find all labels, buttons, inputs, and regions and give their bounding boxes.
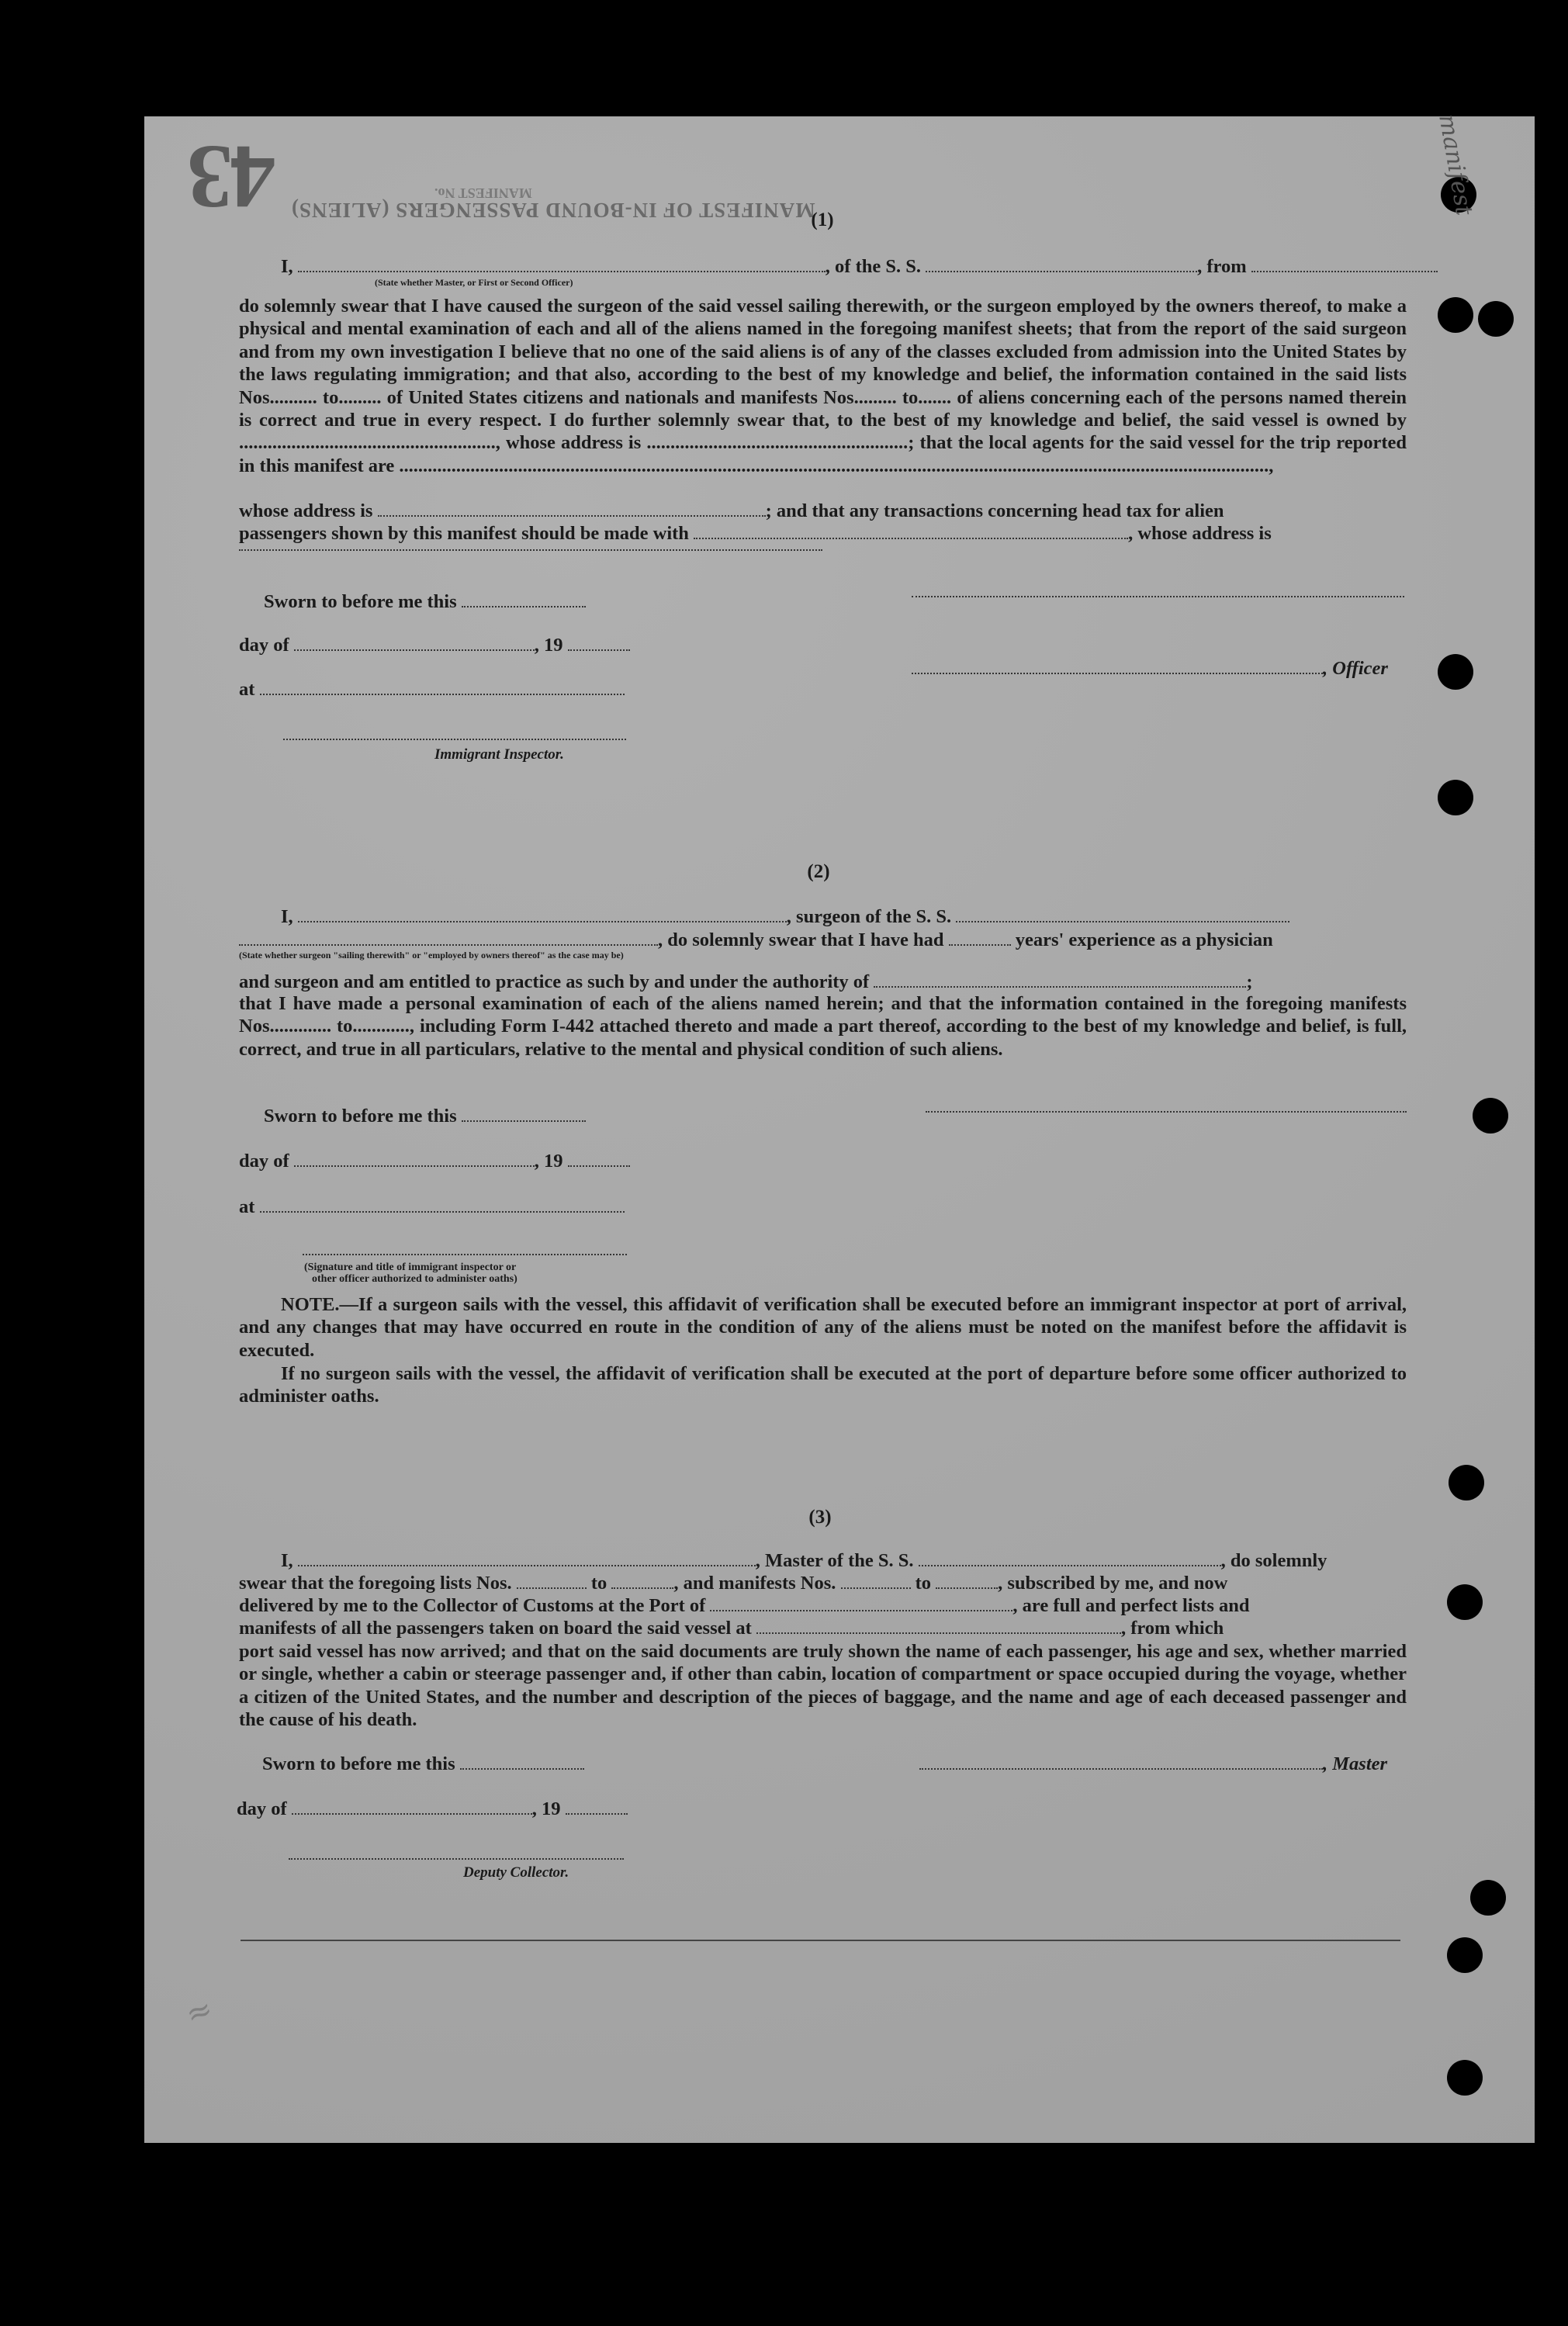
binder-hole [1449, 1465, 1484, 1500]
officer-label: , Officer [1323, 658, 1388, 679]
section-3-master-line [919, 1753, 1387, 1775]
section-3-day-of: day of , 19 [237, 1798, 628, 1820]
section-2-signature-caption-1: (Signature and title of immigrant inspector or [304, 1262, 517, 1273]
section-2-line-1: I, , surgeon of the S. S. [281, 906, 1289, 928]
section-1-at: at [239, 679, 625, 701]
section-3-line-1: I, , Master of the S. S. , do solemnly [281, 1550, 1327, 1571]
binder-hole [1447, 2060, 1483, 2096]
section-3-heading: (3) [808, 1507, 832, 1528]
binder-hole [1438, 780, 1473, 815]
section-1-i: I, [281, 256, 293, 277]
section-1-sworn: Sworn to before me this [264, 591, 586, 613]
margin-note: manifest [1433, 112, 1478, 218]
section-1-ss-label: , of the S. S. [825, 256, 921, 277]
section-3-sworn: Sworn to before me this [262, 1753, 584, 1775]
section-3-line-2: swear that the foregoing lists Nos. to , and manifests Nos. to , subscribed by me, and now [239, 1573, 1228, 1594]
section-3-line-3: delivered by me to the Collector of Customs at the Port of , are full and perfect lists and [239, 1595, 1250, 1616]
binder-hole [1438, 654, 1473, 690]
section-1-paragraph: do solemnly swear that I have caused the surgeon of the said vessel sailing therewith, or the surgeon employed by the owners thereof, to make a physical and mental examination of each and all of the aliens named in the foregoing manifest sheets; that from the report of the said surgeon and from my own investigation I believe that no one of the said aliens is of any of the classes excluded from admission into the United States by the laws regulating immigration; and that also, according to the best of my knowledge and belief, the information contained in the said lists Nos.......... to......... of United States citizens and nationals and manifests Nos......... to....... of aliens concerning each of the persons named therein is correct and true in every respect. I do further solemnly swear that, to the best of my knowledge and belief, the said vessel is owned by ......................................................, whose address is .......................................................; that the local agents for the said vessel for the trip reported in this manifest are ......................................................................................................................................................................................., [239, 296, 1407, 476]
section-2-day-of: day of , 19 [239, 1151, 630, 1172]
section-2-sworn: Sworn to before me this [264, 1106, 586, 1127]
section-2-paragraph: that I have made a personal examination of each of the aliens named herein; and that the information contained in the foregoing manifests Nos............. to............, including Form I-442 attached thereto and made a part thereof, according to the best of my knowledge and belief, is full, correct, and true in all particulars, relative to the mental and physical condition of such aliens. [239, 993, 1407, 1060]
section-2-signature-caption-2: other officer authorized to administer oaths) [312, 1273, 517, 1285]
handwritten-scribble: ≈ [181, 1990, 218, 2034]
section-1-from-label: , from [1197, 256, 1247, 277]
section-2-line-2: , do solemnly swear that I have had years' experience as a physician [239, 929, 1273, 951]
section-3-line-4: manifests of all the passengers taken on board the said vessel at , from which [239, 1618, 1224, 1639]
binder-hole [1470, 1880, 1506, 1916]
section-1-passengers-line: passengers shown by this manifest should be made with , whose address is [239, 523, 1272, 544]
binder-hole [1447, 1584, 1483, 1620]
binder-hole [1473, 1098, 1508, 1134]
section-1-address-line [239, 549, 822, 551]
section-1-heading: (1) [811, 209, 834, 230]
binder-hole [1438, 297, 1473, 333]
manifest-stamp-number: 43 [190, 126, 275, 228]
reversed-title: MANIFEST OF IN-BOUND PASSENGERS (ALIENS) [291, 199, 815, 222]
bottom-rule [241, 1940, 1400, 1941]
section-1-inspector-signature [283, 739, 626, 740]
section-2-line-3: and surgeon and am entitled to practice as such by and under the authority of ; [239, 971, 1253, 992]
reversed-label: MANIFEST No. [434, 185, 532, 201]
section-3-paragraph: port said vessel has now arrived; and that on the said documents are truly shown the name of each passenger, his age and sex, whether married or single, whether a cabin or steerage passenger and, if other than cabin, location of compartment or space occupied during the voyage, whether a citizen of the United States, and the number and description of the pieces of baggage, and the name and age of each deceased passenger and the cause of his death. [239, 1641, 1407, 1731]
section-2-heading: (2) [807, 861, 830, 882]
immigrant-inspector-caption: Immigrant Inspector. [434, 746, 564, 763]
master-label: , Master [1323, 1753, 1388, 1774]
section-1-whose-address: whose address is ; and that any transactions concerning head tax for alien [239, 500, 1224, 521]
section-1-officer-line [912, 658, 1388, 680]
binder-hole [1447, 1937, 1483, 1973]
binder-hole [1478, 301, 1514, 337]
section-2-line-2-caption: (State whether surgeon "sailing therewith" or "employed by owners thereof" as the case may be) [239, 950, 624, 961]
section-1-officer-signature-top [912, 596, 1404, 597]
section-2-inspector-signature [303, 1254, 627, 1255]
section-1-line-1-caption: (State whether Master, or First or Second Officer) [375, 277, 573, 288]
section-3-deputy-signature [289, 1858, 624, 1860]
deputy-collector-caption: Deputy Collector. [463, 1864, 569, 1881]
section-1-day-of: day of , 19 [239, 635, 630, 656]
section-2-note: NOTE.—If a surgeon sails with the vessel, this affidavit of verification shall be executed before an immigrant inspector at port of arrival, and any changes that may have occurred en route in the condition of any of the aliens must be noted on the manifest before the affidavit is executed. [239, 1294, 1407, 1361]
section-1-line-1 [281, 256, 1438, 278]
section-2-at: at [239, 1196, 625, 1218]
section-2-note-2: If no surgeon sails with the vessel, the affidavit of verification shall be executed at the port of departure before some officer authorized to administer oaths. [239, 1363, 1407, 1407]
section-2-surgeon-signature [926, 1111, 1407, 1113]
